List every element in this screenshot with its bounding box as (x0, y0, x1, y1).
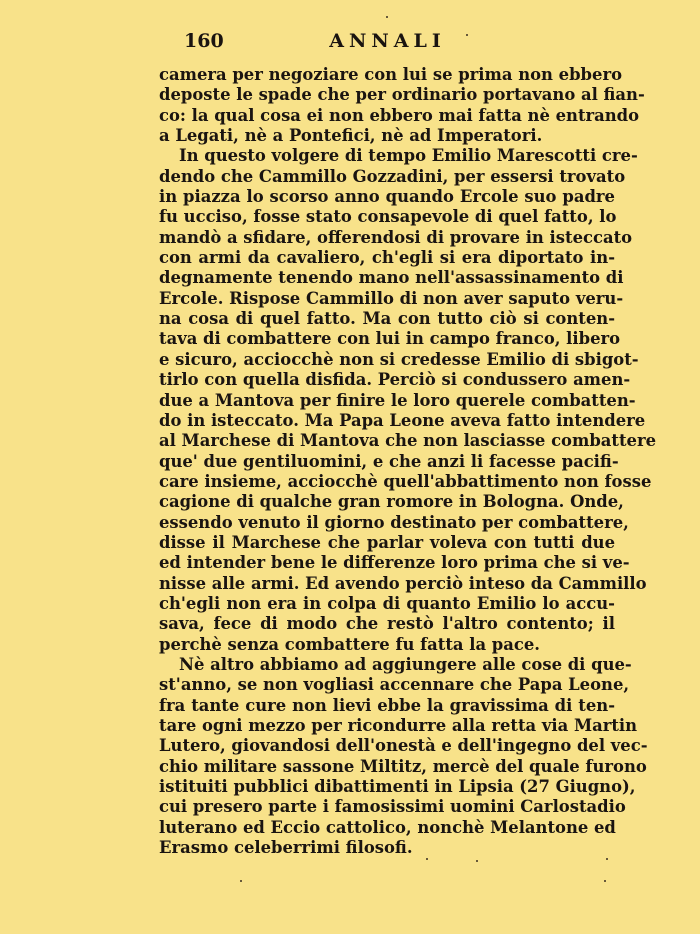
text-line: a Legati, nè a Pontefici, nè ad Imperatori. (159, 126, 543, 146)
text-line: due a Mantova per finire le loro querele combatten- (159, 390, 636, 410)
paragraph (159, 65, 645, 146)
running-title: ANNALI (329, 30, 446, 52)
text-line: deposte le spade che per ordinario portavano al fian- (159, 85, 645, 105)
text-line: dendo che Cammillo Gozzadini, per essersi trovato (159, 166, 626, 186)
text-line: istituiti pubblici dibattimenti in Lipsia (27 Giugno), (159, 777, 636, 797)
text-line: Nè altro abbiamo ad aggiungere alle cose di que- (179, 654, 632, 674)
text-line: Ercole. Rispose Cammillo di non aver saputo veru- (159, 288, 624, 308)
text-line: tirlo con quella disfida. Perciò si condussero amen- (159, 370, 631, 390)
text-line: do in isteccato. Ma Papa Leone aveva fatto intendere (159, 410, 646, 430)
print-speck (426, 858, 428, 860)
text-line: al Marchese di Mantova che non lasciasse combattere (159, 431, 657, 451)
page-header (160, 30, 615, 56)
print-speck (604, 880, 606, 882)
text-line: in piazza lo scorso anno quando Ercole suo padre (159, 187, 615, 207)
text-line: ed intender bene le differenze loro prima che si ve- (159, 553, 630, 573)
text-line: que' due gentiluomini, e che anzi li facesse pacifi- (159, 451, 619, 471)
print-speck (476, 860, 478, 862)
text-line: perchè senza combattere fu fatta la pace. (159, 634, 541, 654)
text-line: fra tante cure non lievi ebbe la gravissima di ten- (159, 695, 615, 715)
print-speck (466, 34, 468, 36)
text-line: sava, fece di modo che restò l'altro contento; il (159, 614, 615, 634)
paragraph (159, 146, 657, 655)
text-line: ch'egli non era in colpa di quanto Emilio lo accu- (159, 593, 615, 613)
text-line: e sicuro, acciocchè non si credesse Emilio di sbigot- (159, 349, 639, 369)
body-text (159, 65, 657, 858)
text-line: chio militare sassone Miltitz, mercè del quale furono (159, 756, 647, 776)
text-line: con armi da cavaliero, ch'egli si era diportato in- (159, 248, 615, 268)
text-line: degnamente tenendo mano nell'assassinamento di (159, 268, 624, 288)
text-line: mandò a sfidare, offerendosi di provare in isteccato (159, 227, 633, 247)
text-line: care insieme, acciocchè quell'abbattimento non fosse (159, 471, 652, 491)
print-speck (606, 858, 608, 860)
text-line: cui presero parte i famosissimi uomini Carlostadio (159, 797, 626, 817)
text-line: fu ucciso, fosse stato consapevole di quel fatto, lo (159, 207, 617, 227)
text-line: essendo venuto il giorno destinato per combattere, (159, 512, 629, 532)
text-line: tare ogni mezzo per ricondurre alla retta via Martin (159, 716, 638, 735)
text-line: nisse alle armi. Ed avendo perciò inteso da Cammillo (159, 573, 647, 593)
text-line: na cosa di quel fatto. Ma con tutto ciò si conten- (159, 309, 615, 329)
text-line: tava di combattere con lui in campo franco, libero (159, 329, 621, 349)
text-line: camera per negoziare con lui se prima non ebbero (159, 65, 623, 84)
print-speck (386, 16, 388, 18)
page-number: 160 (184, 30, 224, 52)
text-line: co: la qual cosa ei non ebbero mai fatta nè entrando (159, 105, 640, 125)
text-line: luterano ed Eccio cattolico, nonchè Melantone ed (159, 817, 616, 837)
print-speck (240, 880, 242, 882)
text-line: In questo volgere di tempo Emilio Marescotti cre- (179, 146, 638, 166)
paragraph (159, 654, 648, 858)
text-line: cagione di qualche gran romore in Bologna. Onde, (159, 492, 624, 512)
text-line: disse il Marchese che parlar voleva con tutti due (159, 532, 615, 552)
text-line: st'anno, se non vogliasi accennare che Papa Leone, (159, 675, 630, 695)
text-line: Lutero, giovandosi dell'onestà e dell'ingegno del vec- (159, 736, 648, 756)
text-line: Erasmo celeberrimi filosofi. (159, 838, 413, 858)
